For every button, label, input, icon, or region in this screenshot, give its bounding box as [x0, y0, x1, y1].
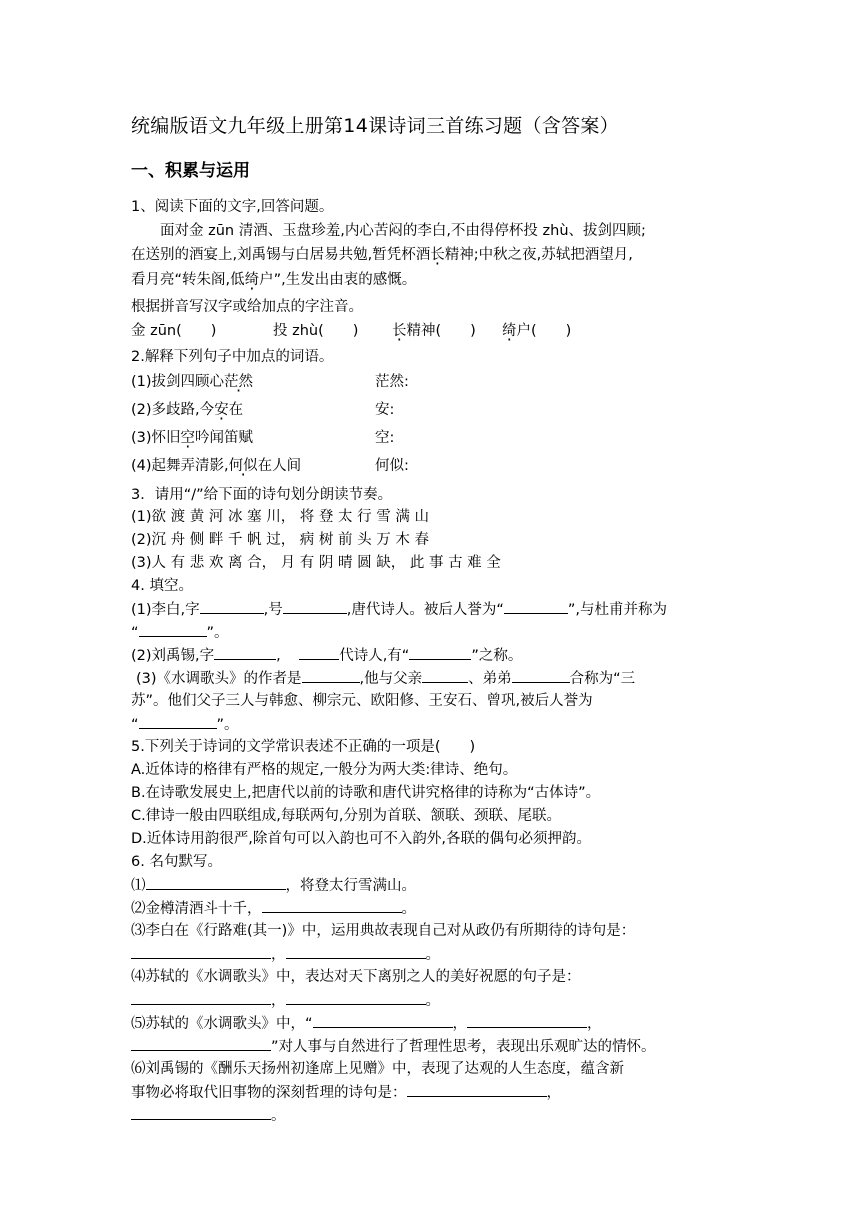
q6-item-1: ⑴ ，将登太行雪满山。: [131, 875, 416, 896]
blank[interactable]: [504, 599, 568, 614]
q3-line-1: (1)欲 渡 黄 河 冰 塞 川， 将 登 太 行 雪 满 山: [131, 509, 429, 525]
q5-option-c: C.律诗一般由四联组成,每联两句,分别为首联、颔联、颈联、尾联。: [131, 808, 561, 824]
q3-stem: 3．请用“/”给下面的诗句划分朗读节奏。: [131, 487, 393, 503]
q2-row-3: (3)怀旧空吟闻笛赋: [131, 430, 254, 446]
q3-line-2: (2)沉 舟 侧 畔 千 帆 过， 病 树 前 头 万 木 春: [131, 532, 429, 548]
blank[interactable]: [139, 714, 217, 729]
q2-answer-3: 空:: [375, 430, 395, 446]
q6-item-4-blanks: ， 。: [131, 990, 440, 1011]
q5-option-d: D.近体诗用韵很严,除首句可以入韵也可不入韵外,各联的偶句必须押韵。: [131, 831, 591, 847]
q6-item-6-blanks: 。: [131, 1105, 286, 1126]
q1-para-line3: 看月亮“转朱阁,低绮户”,生发出由衷的感慨。: [131, 272, 417, 288]
blank[interactable]: [214, 645, 276, 660]
q2-row-2: (2)多歧路,今安在: [131, 402, 244, 418]
blank[interactable]: [139, 622, 207, 637]
blank[interactable]: [131, 990, 271, 1005]
blank[interactable]: [467, 1013, 587, 1028]
q6-item-6: ⑹刘禹锡的《酬乐天扬州初逢席上见赠》中，表现了达观的人生态度，蕴含新: [131, 1061, 624, 1077]
emphasis-dot-char: 空: [180, 430, 196, 446]
emphasis-dot-char: 茫然: [224, 374, 254, 390]
q4-line-3: (2)刘禹锡,字 , 代诗人,有“ ”之称。: [131, 645, 522, 666]
blank[interactable]: [200, 599, 264, 614]
q1-answer-2: 投 zhù( ): [273, 323, 359, 339]
emphasis-dot-char: 绮: [502, 323, 517, 339]
blank[interactable]: [422, 668, 468, 683]
q6-stem: 6. 名句默写。: [131, 854, 222, 870]
blank[interactable]: [409, 645, 471, 660]
q4-stem: 4. 填空。: [131, 578, 193, 594]
blank[interactable]: [512, 668, 570, 683]
q1-instruction: 根据拼音写汉字或给加点的字注音。: [131, 299, 363, 315]
q5-option-b: B.在诗歌发展史上,把唐代以前的诗歌和唐代讲究格律的诗称为“古体诗”。: [131, 785, 601, 801]
q1-stem: 1、阅读下面的文字,回答问题。: [131, 199, 334, 215]
blank[interactable]: [286, 990, 426, 1005]
q4-line-1: (1)李白,字 ,号 ,唐代诗人。被后人誉为“ ”,与杜甫并称为: [131, 599, 667, 620]
q1-answer-3: 长精神( ): [392, 323, 476, 339]
blank[interactable]: [283, 599, 347, 614]
q2-row-4: (4)起舞弄清影,何似在人间: [131, 458, 302, 474]
q6-item-3-blanks: ， 。: [131, 944, 440, 965]
emphasis-dot-char: 何似: [228, 458, 258, 474]
q3-line-3: (3)人 有 悲 欢 离 合， 月 有 阴 晴 圆 缺， 此 事 古 难 全: [131, 555, 501, 571]
emphasis-dot-char: 长: [430, 247, 445, 263]
q6-item-5: ⑸苏轼的《水调歌头》中，“ ， ，: [131, 1013, 602, 1034]
blank[interactable]: [146, 875, 286, 890]
q1-para-line2: 在送别的酒宴上,刘禹锡与白居易共勉,暂凭杯酒长精神;中秋之夜,苏轼把酒望月,: [131, 247, 633, 263]
blank[interactable]: [313, 1013, 453, 1028]
section-heading: 一、积累与运用: [131, 161, 250, 181]
q6-item-3: ⑶李白在《行路难(其一)》中，运用典故表现自己对从政仍有所期待的诗句是：: [131, 923, 636, 939]
q2-answer-1: 茫然:: [375, 374, 409, 390]
q6-item-4: ⑷苏轼的《水调歌头》中，表达对天下离别之人的美好祝愿的句子是：: [131, 969, 581, 985]
q4-line-4: (3)《水调歌头》的作者是 ,他与父亲 、弟弟 合称为“三: [136, 668, 635, 689]
q5-stem: 5.下列关于诗词的文学常识表述不正确的一项是( ): [131, 739, 476, 755]
q1-answer-1: 金 zūn( ): [131, 323, 217, 339]
q2-answer-2: 安:: [375, 402, 395, 418]
q2-row-1: (1)拔剑四顾心茫然: [131, 374, 254, 390]
document-title: 统编版语文九年级上册第14课诗词三首练习题（含答案）: [131, 115, 619, 137]
q6-item-5-cont: ”对人事与自然进行了哲理性思考，表现出乐观旷达的情怀。: [131, 1036, 656, 1057]
blank[interactable]: [299, 645, 339, 660]
blank[interactable]: [302, 668, 360, 683]
blank[interactable]: [286, 944, 426, 959]
blank[interactable]: [131, 1105, 271, 1120]
q5-option-a: A.近体诗的格律有严格的规定,一般分为两大类:律诗、绝句。: [131, 762, 518, 778]
q6-item-6-cont: 事物必将取代旧事物的深刻哲理的诗句是： ，: [131, 1082, 561, 1103]
q1-answer-4: 绮户( ): [502, 323, 572, 339]
blank[interactable]: [407, 1082, 547, 1097]
blank[interactable]: [131, 944, 271, 959]
q1-para-line1: 面对金 zūn 清酒、玉盘珍羞,内心苦闷的李白,不由得停杯投 zhù、拔剑四顾;: [160, 223, 646, 239]
blank[interactable]: [131, 1036, 271, 1051]
q4-line-5: 苏”。他们父子三人与韩愈、柳宗元、欧阳修、王安石、曾巩,被后人誉为: [131, 693, 593, 709]
emphasis-dot-char: 绮: [244, 272, 260, 288]
q6-item-2: ⑵金樽清酒斗十千， 。: [131, 898, 416, 919]
blank[interactable]: [262, 898, 402, 913]
q2-answer-4: 何似:: [375, 458, 409, 474]
emphasis-dot-char: 安: [214, 402, 229, 418]
q4-line-2: “ ”。: [131, 622, 229, 643]
emphasis-dot-char: 长: [392, 323, 407, 339]
q2-stem: 2.解释下列句子中加点的词语。: [131, 349, 334, 365]
q4-line-6: “ ”。: [131, 714, 239, 735]
